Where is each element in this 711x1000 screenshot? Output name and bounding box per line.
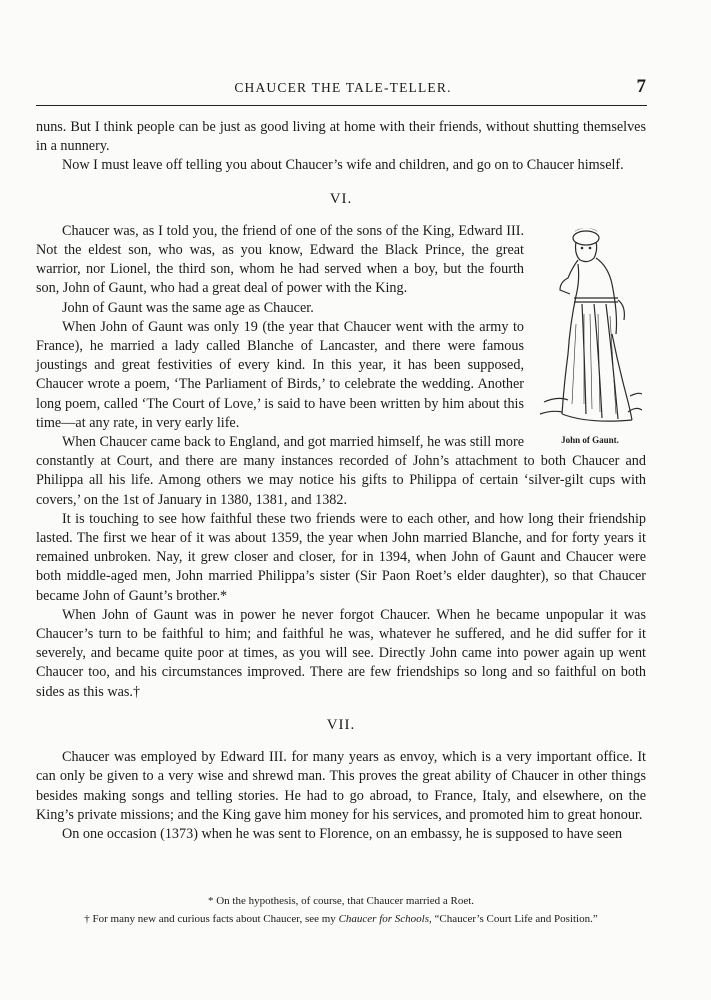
- paragraph: Now I must leave off telling you about Chaucer’s wife and children, and go on to Chaucer himself.: [62, 157, 624, 174]
- paragraph-text: Chaucer was, as I told you, the friend of one of the sons of the King, Edward III. Not the eldest son, who was, as you know, Edward the Black Prince, the great warrior, nor Lionel, the third son, whom he had served when a boy, but the fourth son, John of Gaunt, who had a great deal of power with the King.: [36, 222, 524, 297]
- footnote-1: * On the hypothesis, of course, that Chaucer married a Roet.: [207, 895, 475, 907]
- running-head: CHAUCER THE TALE-TELLER.: [234, 80, 452, 95]
- footnotes: [36, 892, 646, 928]
- footnote-2-prefix: † For many new and curious facts about Chaucer, see my: [84, 913, 339, 925]
- section-heading-vii: VII.: [326, 716, 356, 733]
- john-of-gaunt-figure: [534, 224, 646, 450]
- body-text: [36, 118, 646, 844]
- page-number: 7: [636, 76, 646, 97]
- footnote-2-title: Chaucer for Schools,: [338, 913, 432, 925]
- paragraph: When John of Gaunt was in power he never forgot Chaucer. When he became unpopular it was Chaucer’s turn to be faithful to him; and faithful he was, whatever he suffered, and he did suffer for it severely, and became quite poor at times, as you will see. Directly John came into power again up went Chaucer too, and his circumstances improved. There are few friendships so long and so faithful on both sides as this was.†: [36, 606, 646, 700]
- paragraph-continued: nuns. But I think people can be just as good living at home with their friends, without shutting themselves in a nunnery.: [36, 119, 646, 155]
- paragraph: When John of Gaunt was only 19 (the year that Chaucer went with the army to France), he married a lady called Blanche of Lancaster, and there were famous joustings and great festivities of every kind. In this year, it has been supposed, Chaucer wrote a poem, ‘The Parliament of Birds,’ to celebrate the wedding. Another long poem, called ‘The Court of Love,’ is said to have been written by him about this time—at any rate, in very early life.: [36, 318, 524, 431]
- figure-caption: John of Gaunt.: [561, 434, 619, 445]
- paragraph: It is touching to see how faithful these two friends were to each other, and how long their friendship lasted. The first we hear of it was about 1359, the year when John married Blanche, and for forty years it remained unbroken. Nay, it grew closer and closer, for in 1394, when John of Gaunt and Chaucer were both middle-aged men, John married Philippa’s sister (Sir Paon Roet’s elder daughter), so that Chaucer became John of Gaunt’s brother.*: [36, 510, 646, 604]
- paragraph: On one occasion (1373) when he was sent to Florence, on an embassy, he is supposed to have seen: [62, 825, 623, 842]
- header-rule: [36, 105, 647, 106]
- paragraph: Chaucer was employed by Edward III. for many years as envoy, which is a very important office. It can only be given to a very wise and shrewd man. This proves the great ability of Chaucer in other things besides making songs and telling stories. He had to go abroad, to France, Italy, and elsewhere, on the King’s private missions; and the King gave him money for his services, and promoted him to great honour.: [36, 749, 646, 823]
- john-of-gaunt-illustration-icon: [538, 224, 642, 430]
- paragraph: John of Gaunt was the same age as Chaucer.: [62, 299, 314, 316]
- footnote-2: [36, 910, 646, 928]
- footnote-2-suffix: “Chaucer’s Court Life and Position.”: [431, 913, 598, 925]
- page-header: [40, 76, 646, 106]
- paragraph: When Chaucer came back to England, and got married himself, he was still more constantly at Court, and there are many instances recorded of John’s attachment to both Chaucer and Philippa all his life. Among others we may notice his gifts to Philippa of certain ‘silver-gilt cups with covers,’ on the 1st of January in 1380, 1381, and 1382.: [36, 434, 646, 508]
- section-heading-vi: VI.: [329, 190, 353, 207]
